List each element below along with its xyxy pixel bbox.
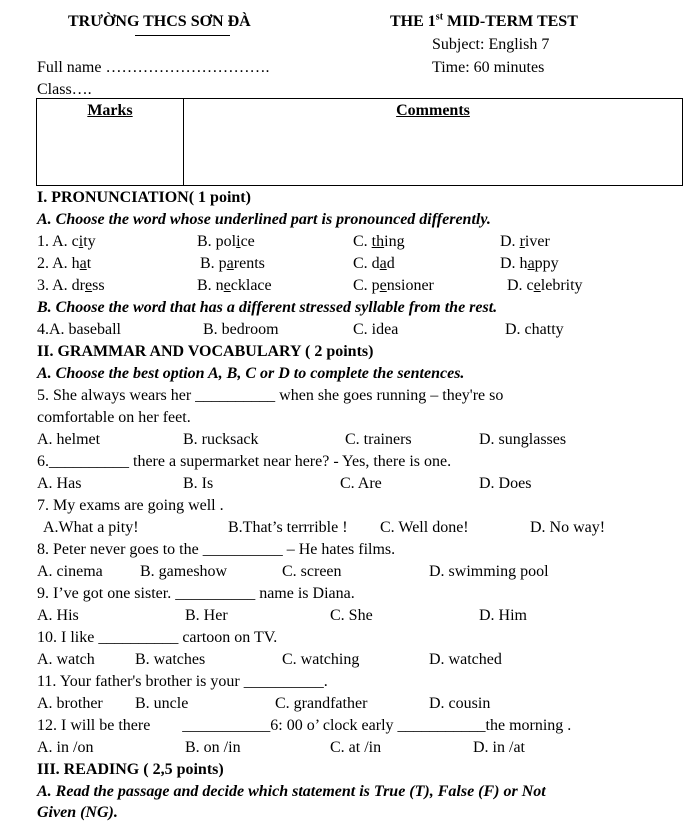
q5-option-d: D. sunglasses <box>479 431 567 448</box>
q2-option-a: 2. A. hat <box>37 255 92 272</box>
q12-option-d: D. in /at <box>473 739 525 756</box>
q10-option-c: C. watching <box>282 651 360 668</box>
test-title <box>390 12 578 32</box>
q3-option-d: D. celebrity <box>507 277 583 294</box>
q8-option-d: D. swimming pool <box>429 563 549 580</box>
section1-part-a-instruction: A. Choose the word whose underlined part is pronounced differently. <box>37 211 491 228</box>
q1-option-a: 1. A. city <box>37 233 96 250</box>
q12-text: 12. I will be there ___________6: 00 o’ clock early ___________the morning . <box>37 717 572 734</box>
q4-option-a: 4.A. baseball <box>37 321 121 338</box>
q8-blank[interactable]: __________ <box>202 541 283 558</box>
section3-part-a-instruction: A. Read the passage and decide which statement is True (T), False (F) or Not <box>37 783 546 800</box>
q10-text: 10. I like __________ cartoon on TV. <box>37 629 278 646</box>
q11-option-b: B. uncle <box>135 695 189 712</box>
q12-option-a: A. in /on <box>37 739 94 756</box>
q6-option-a: A. Has <box>37 475 82 492</box>
q11-option-a: A. brother <box>37 695 103 712</box>
class-line: Class…. <box>37 81 92 98</box>
q1-option-c: C. thing <box>353 233 405 250</box>
q9-option-c: C. She <box>330 607 373 624</box>
q6-text: 6.__________ there a supermarket near here? - Yes, there is one. <box>37 453 452 470</box>
marks-comments-table <box>36 98 683 186</box>
q4-option-c: C. idea <box>353 321 399 338</box>
q11-option-d: D. cousin <box>429 695 491 712</box>
q8-text: 8. Peter never goes to the __________ – He hates films. <box>37 541 396 558</box>
full-name-line: Full name …………………………. <box>37 59 270 76</box>
q2-option-b: B. parents <box>200 255 265 272</box>
q9-text: 9. I’ve got one sister. __________ name is Diana. <box>37 585 355 602</box>
school-underline <box>135 35 230 36</box>
section-grammar-title: II. GRAMMAR AND VOCABULARY ( 2 points) <box>37 343 374 360</box>
q6-option-c: C. Are <box>340 475 382 492</box>
q1-option-d: D. river <box>500 233 550 250</box>
q6-option-b: B. Is <box>183 475 214 492</box>
q12-blank-1[interactable]: ___________ <box>182 717 271 734</box>
school-name: TRƯỜNG THCS SƠN ĐÀ <box>68 13 251 30</box>
q5-blank[interactable]: __________ <box>195 387 276 404</box>
time-line: Time: 60 minutes <box>432 59 545 76</box>
q12-blank-2[interactable]: ___________ <box>397 717 486 734</box>
section1-part-b-instruction: B. Choose the word that has a different stressed syllable from the rest. <box>37 299 498 316</box>
q9-option-b: B. Her <box>185 607 228 624</box>
comments-header: Comments <box>396 102 470 119</box>
q5-text: 5. She always wears her __________ when she goes running – they're so <box>37 387 504 404</box>
subject-line: Subject: English 7 <box>432 36 550 53</box>
q8-option-c: C. screen <box>282 563 342 580</box>
q10-option-a: A. watch <box>37 651 95 668</box>
section-reading-title: III. READING ( 2,5 points) <box>37 761 224 778</box>
q7-option-b: B.That’s terrrible ! <box>228 519 348 536</box>
q4-option-b: B. bedroom <box>203 321 279 338</box>
q7-option-d: D. No way! <box>530 519 606 536</box>
q12-option-c: C. at /in <box>330 739 382 756</box>
marks-header: Marks <box>87 102 133 119</box>
q4-option-d: D. chatty <box>505 321 564 338</box>
q11-option-c: C. grandfather <box>275 695 368 712</box>
q5-option-b: B. rucksack <box>183 431 259 448</box>
q5-option-c: C. trainers <box>345 431 412 448</box>
q7-text: 7. My exams are going well . <box>37 497 224 514</box>
q2-option-d: D. happy <box>500 255 559 272</box>
q10-blank[interactable]: __________ <box>98 629 179 646</box>
q8-option-b: B. gameshow <box>140 563 228 580</box>
q3-option-c: C. pensioner <box>353 277 434 294</box>
q12-option-b: B. on /in <box>185 739 241 756</box>
q6-blank[interactable]: __________ <box>49 453 129 470</box>
q1-option-b: B. police <box>197 233 255 250</box>
q3-option-b: B. necklace <box>197 277 272 294</box>
test-title-post: MID-TERM TEST <box>443 13 578 30</box>
q7-option-a: A.What a pity! <box>43 519 139 536</box>
q8-option-a: A. cinema <box>37 563 103 580</box>
section3-part-a-instruction-cont: Given (NG). <box>37 804 118 821</box>
q5-text-cont: comfortable on her feet. <box>37 409 191 426</box>
section-pronunciation-title: I. PRONUNCIATION( 1 point) <box>37 189 251 206</box>
test-title-sup: st <box>435 11 444 23</box>
q9-blank[interactable]: __________ <box>175 585 256 602</box>
q10-option-d: D. watched <box>429 651 502 668</box>
q2-option-c: C. dad <box>353 255 395 272</box>
q7-option-c: C. Well done! <box>380 519 469 536</box>
q5-option-a: A. helmet <box>37 431 101 448</box>
q11-blank[interactable]: __________ <box>243 673 324 690</box>
q9-option-a: A. His <box>37 607 79 624</box>
q3-option-a: 3. A. dress <box>37 277 105 294</box>
q11-text: 11. Your father's brother is your __________. <box>37 673 328 690</box>
q10-option-b: B. watches <box>135 651 206 668</box>
q9-option-d: D. Him <box>479 607 527 624</box>
test-title-pre: THE 1 <box>390 13 436 30</box>
q6-option-d: D. Does <box>479 475 532 492</box>
section2-part-a-instruction: A. Choose the best option A, B, C or D to complete the sentences. <box>37 365 465 382</box>
